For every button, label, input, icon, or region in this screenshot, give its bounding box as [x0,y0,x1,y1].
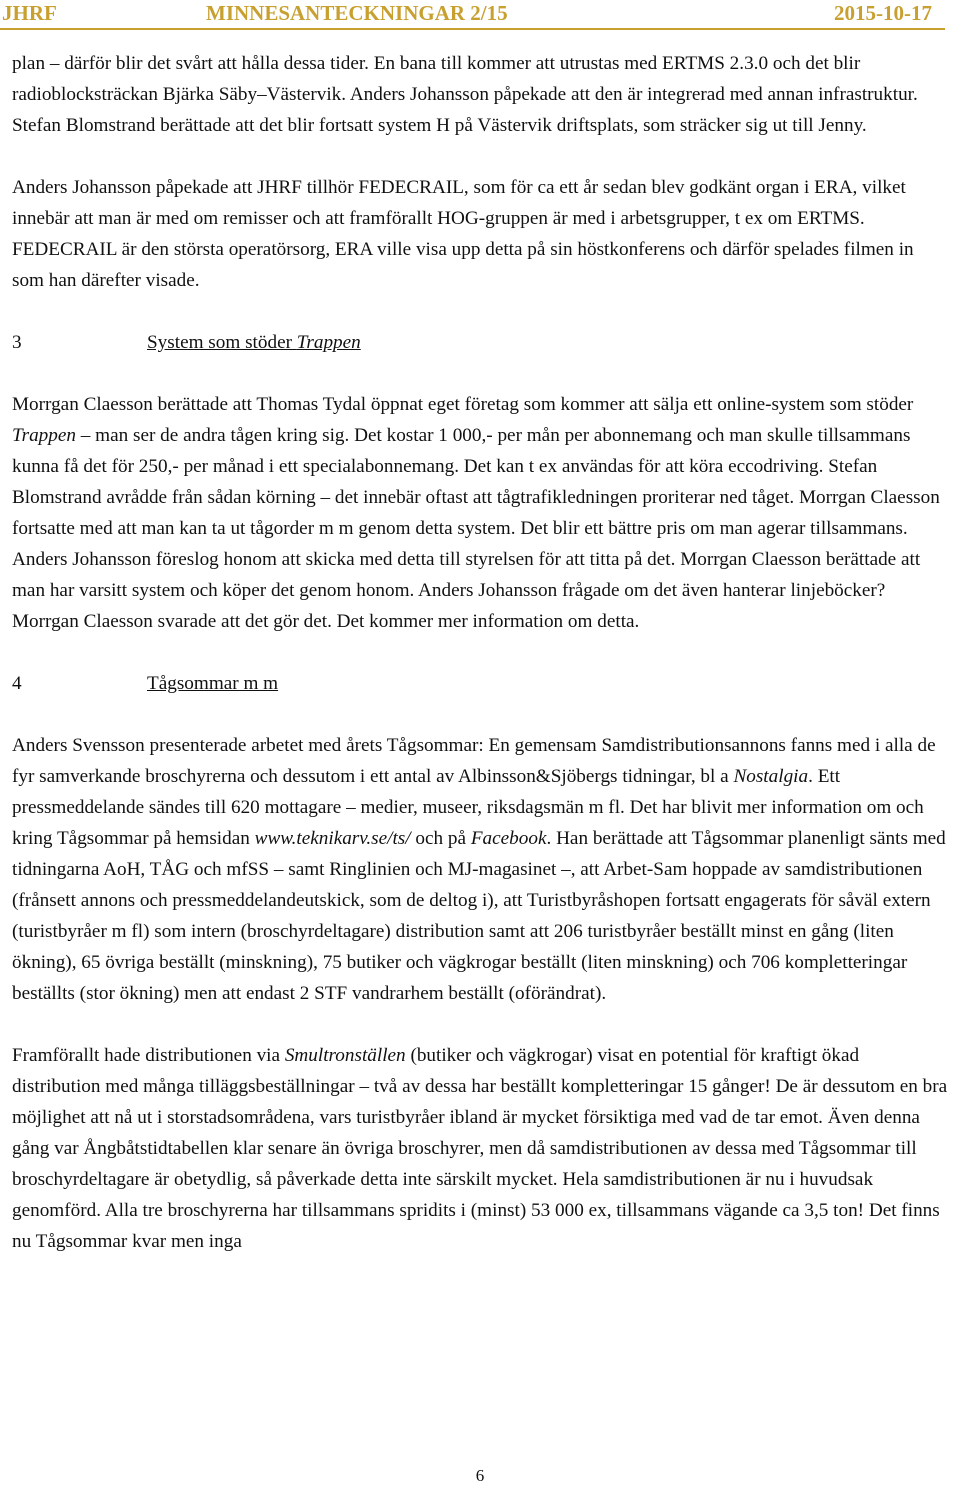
section-number: 3 [12,332,22,353]
page-number: 6 [475,1466,485,1485]
header-document-title: MINNESANTECKNINGAR 2/15 [206,1,508,25]
paragraph-fedecrail: Anders Johansson påpekade att JHRF tillhör FEDECRAIL, som för ca ett år sedan blev godkänt organ i ERA, vilket innebär att man är med om remisser och att framförallt HOG-gruppen är med i arbetsgrupper, t ex om ERTMS. FEDECRAIL är den största operatörsorg, ERA ville visa upp detta på sin höstkonferens och därför spelades filmen in som han därefter visade. [12,177,914,291]
section-heading-4 [12,668,950,699]
section-title: Tågsommar m m [147,673,279,694]
section-number: 4 [12,673,22,694]
section-heading-3 [12,327,950,358]
paragraph-tagsommar: Anders Svensson presenterade arbetet med årets Tågsommar: En gemensam Samdistributionsannons fanns med i alla de fyr samverkande broschyrerna och dessutom i ett antal av Albinsson&Sjöbergs tidningar, bl a Nostalgia. Ett pressmeddelande sändes till 620 mottagare – medier, museer, riksdagsmän m fl. Det har blivit mer information om och kring Tågsommar på hemsidan www.teknikarv.se/ts/ och på Facebook. Han berättade att Tågsommar planenligt sänts med tidningarna AoH, TÅG och mfSS – samt Ringlinien och MJ-magasinet –, att Arbet-Sam hoppade av samdistributionen (frånsett annons och pressmeddelandeutskick, som de deltog i), att Turistbyråshopen fortsatt engagerats för såväl extern (turistbyråer m fl) som intern (broschyrdeltagare) distribution samt att 206 turistbyråer beställt minst en gång (liten ökning), 65 övriga beställt (minskning), 75 butiker och vägkrogar beställt (liten minskning) och 706 kompletteringar beställts (stor ökning) men att endast 2 STF vandrarhem beställt (oförändrat). [12,735,946,1004]
header-rule [0,28,945,30]
header-org: JHRF [2,1,57,25]
paragraph-trappen: Morrgan Claesson berättade att Thomas Tydal öppnat eget företag som kommer att sälja ett online-system som stöder Trappen – man ser de andra tågen kring sig. Det kostar 1 000,- per mån per abonnemang och man skulle tillsammans kunna få det för 250,- per månad i ett specialabonnemang. Det kan t ex användas för att köra eccodriving. Stefan Blomstrand avrådde från sådan körning – det innebär oftast att tågtrafikledningen proriterar ned tåget. Morrgan Claesson fortsatte med att man kan ta ut tågorder m m genom detta system. Det blir ett bättre pris om man agerar tillsammans. Anders Johansson föreslog honom att skicka med detta till styrelsen för att titta på det. Morrgan Claesson berättade att man har varsitt system och köper det genom honom. Anders Johansson frågade om det även hanterar linjeböcker? Morrgan Claesson svarade att det gör det. Det kommer mer information om detta. [12,394,940,632]
section-title: System som stöder Trappen [147,332,361,353]
header-date: 2015-10-17 [834,1,932,25]
page-header [0,0,960,30]
document-body [12,48,950,1257]
paragraph-distribution: Framförallt hade distributionen via Smultronställen (butiker och vägkrogar) visat en potential för kraftigt ökad distribution med många tilläggsbeställningar – två av dessa har beställt kompletteringar 15 gånger! De är dessutom en bra möjlighet att nå ut i storstadsområdena, vars turistbyråer ibland är mycket försiktiga med vad de tar emot. Även denna gång var Ångbåtstidtabellen klar senare än övriga broschyrer, men då samdistributionen av dessa med Tågsommar till broschyrdeltagare är obetydlig, så påverkade detta inte särskilt mycket. Hela samdistributionen är nu i huvudsak genomförd. Alla tre broschyrerna har tillsammans spridits i (minst) 53 000 ex, tillsammans vägande ca 3,5 ton! Det finns nu Tågsommar kvar men inga [12,1045,948,1252]
paragraph-ertms: plan – därför blir det svårt att hålla dessa tider. En bana till kommer att utrustas med ERTMS 2.3.0 och det blir radioblocksträckan Bjärka Säby–Västervik. Anders Johansson påpekade att den är integrerad med annan infrastruktur. Stefan Blomstrand berättade att det blir fortsatt system H på Västervik driftsplats, som sträcker sig ut till Jenny. [12,53,918,136]
